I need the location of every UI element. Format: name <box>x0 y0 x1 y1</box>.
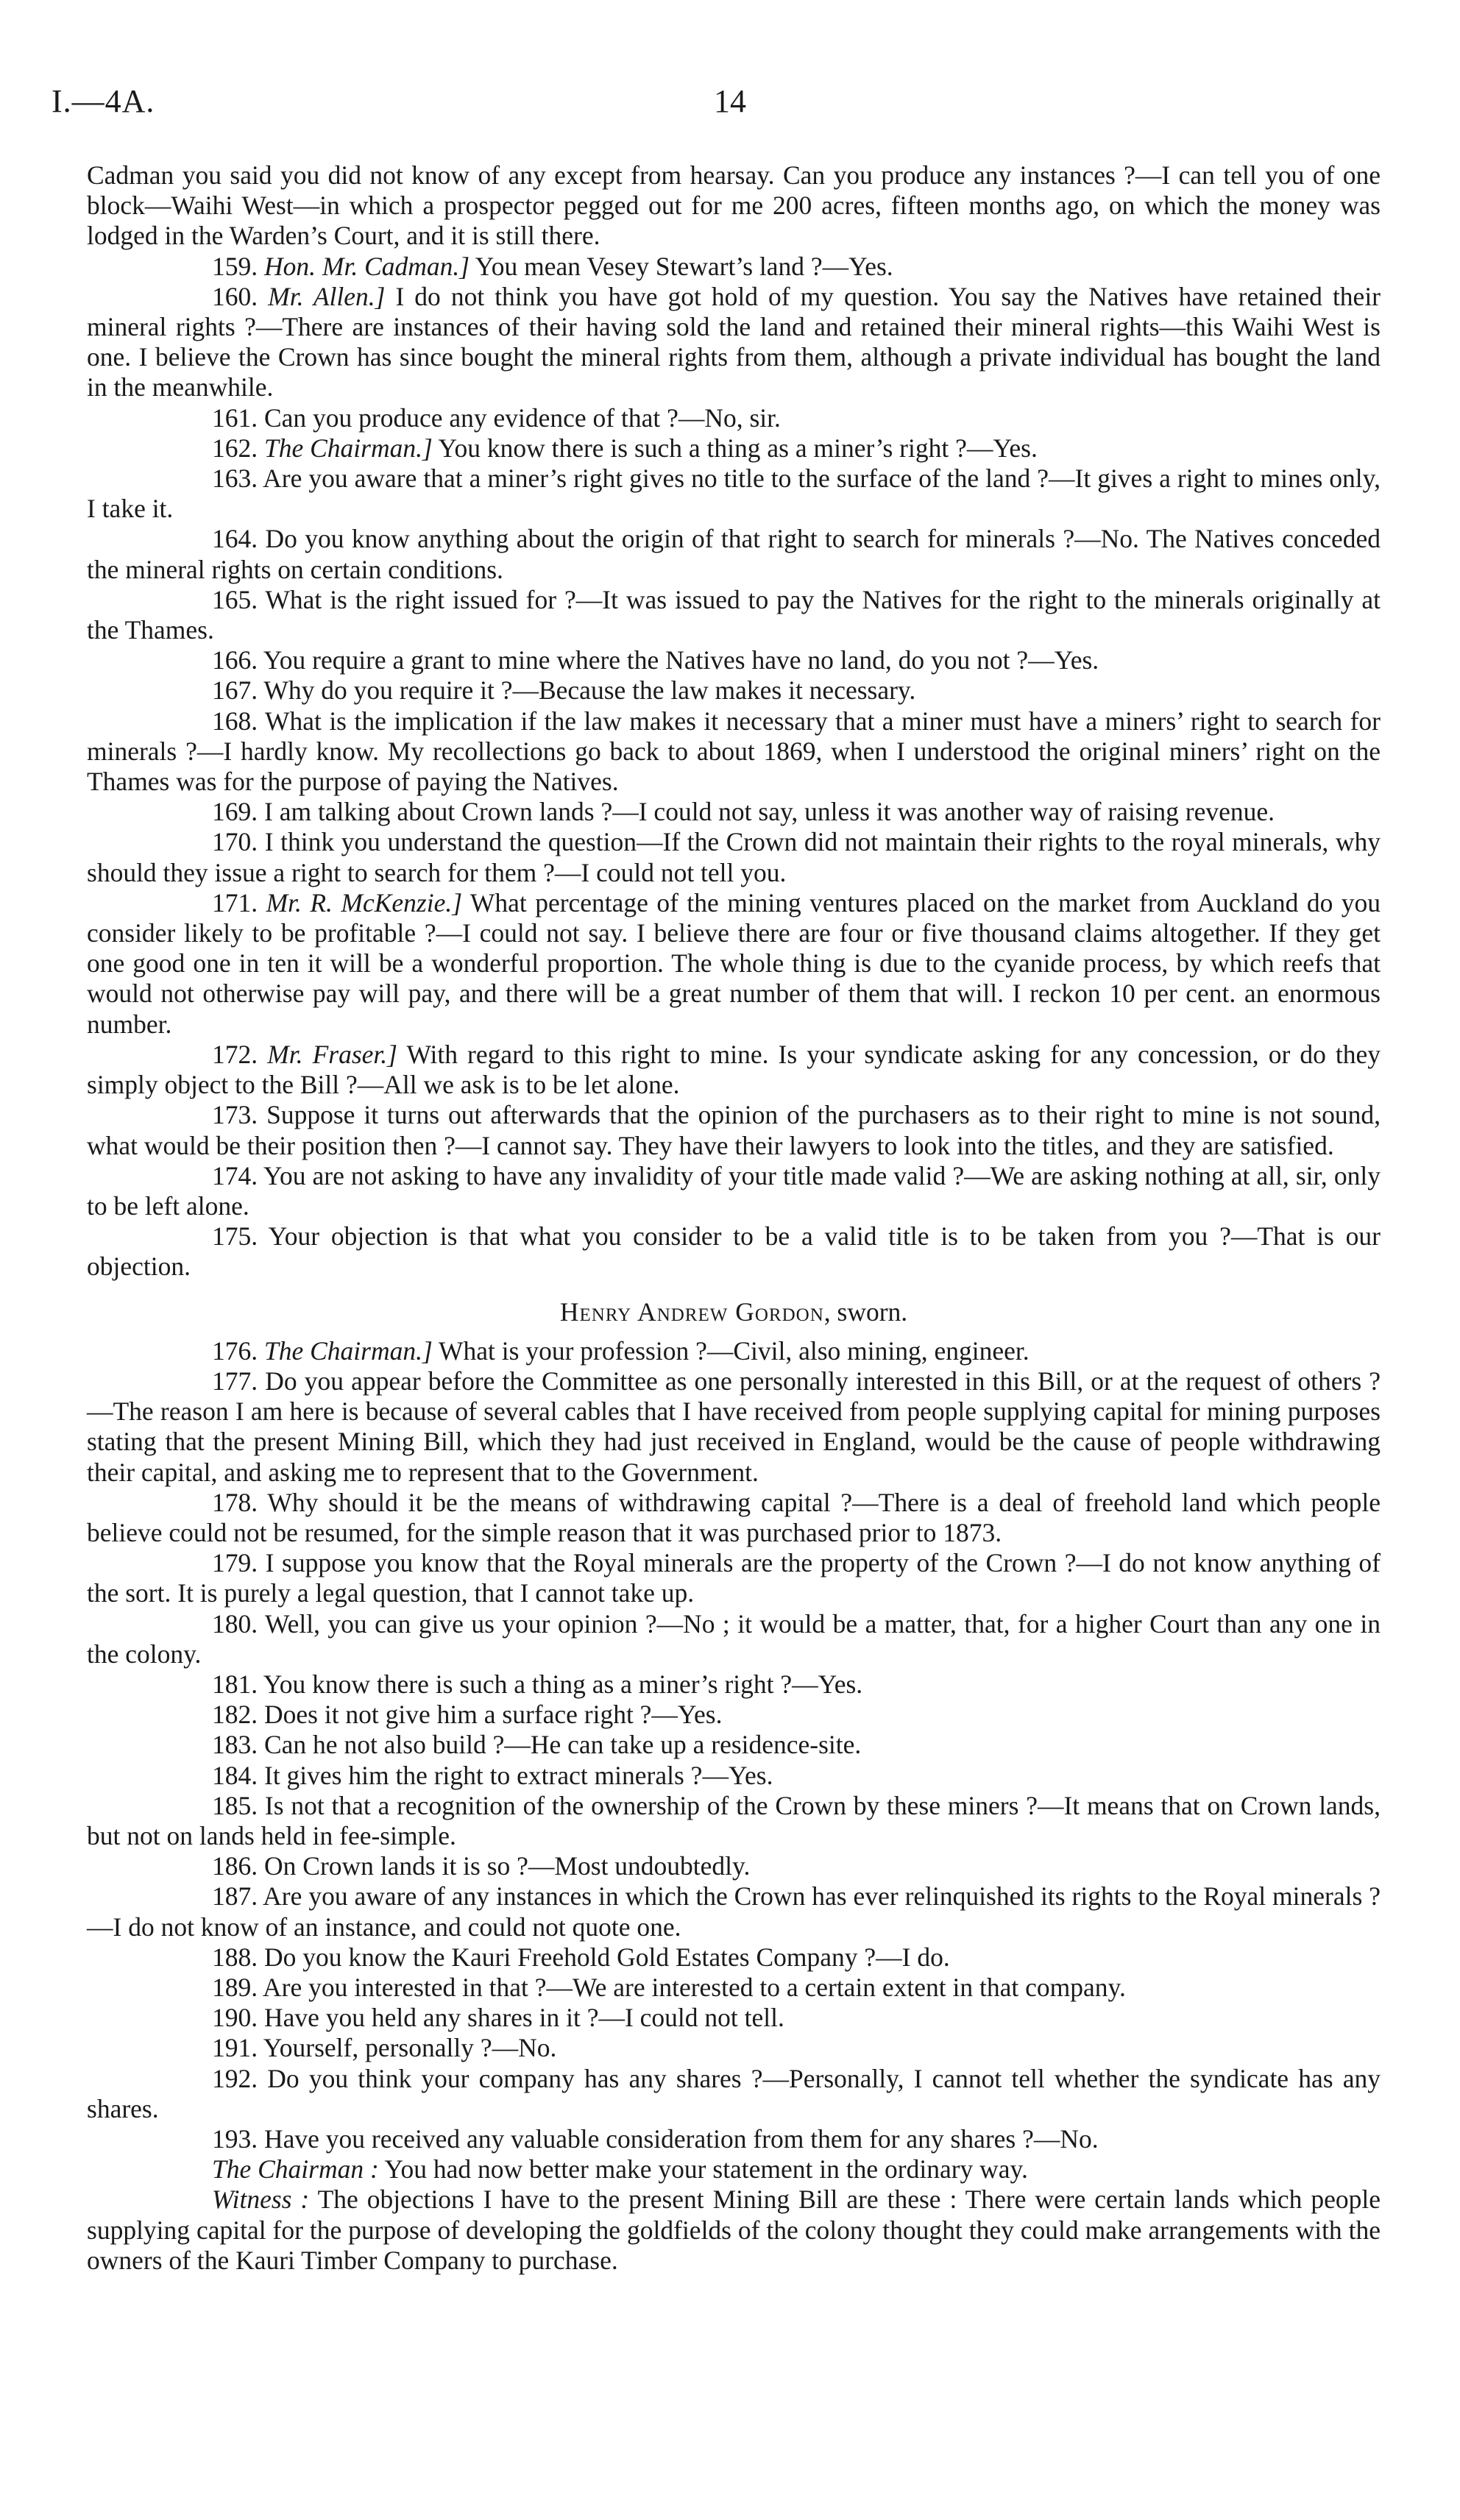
question-paragraph <box>87 464 1381 524</box>
paragraph-text: Cadman you said you did not know of any except from hearsay. Can you produce any instances ?—I can tell you of one block—Waihi West—in which a prospector pegged out for me 200 acres, fifteen months ago, on which the money was lodged in the Warden’s Court, and it is still there. <box>87 160 1381 251</box>
question-paragraph <box>87 282 1381 403</box>
question-number: 174. <box>212 1160 258 1190</box>
question-number: 185. <box>212 1790 258 1820</box>
question-number: 191. <box>212 2033 258 2063</box>
page-number: 14 <box>714 83 746 119</box>
question-paragraph <box>87 2033 1381 2063</box>
question-number: 177. <box>212 1366 258 1396</box>
paragraph-text: Are you aware that a miner’s right gives no title to the surface of the land ?—It gives a right to mines only, I take it. <box>87 464 1381 524</box>
question-paragraph <box>87 1366 1381 1488</box>
paragraph-text: You had now better make your statement in the ordinary way. <box>384 2154 1028 2184</box>
question-paragraph <box>87 2154 1381 2184</box>
paragraph-text: Are you interested in that ?—We are interested to a certain extent in that company. <box>263 1972 1126 2002</box>
question-paragraph <box>87 2064 1381 2124</box>
paragraph-text: Do you know the Kauri Freehold Gold Estates Company ?—I do. <box>264 1942 950 1972</box>
question-number: 180. <box>212 1608 258 1639</box>
question-number: 178. <box>212 1487 258 1517</box>
question-paragraph <box>87 433 1381 464</box>
paragraph-text: I do not think you have got hold of my question. You say the Natives have retained their mineral rights ?—There are instances of their having sold the land and retained their mineral rights—this Waihi West is one. I believe the Crown has since bought the mineral rights from them, although a private individual has bought the land in the meanwhile. <box>87 281 1381 402</box>
question-paragraph <box>87 1100 1381 1160</box>
paragraph-text: Do you think your company has any shares ?—Personally, I cannot tell whether the syndicate has any shares. <box>87 2063 1381 2123</box>
paragraph-text: Why do you require it ?—Because the law makes it necessary. <box>263 675 916 706</box>
question-paragraph <box>87 827 1381 887</box>
speaker-name: Mr. Fraser.] <box>267 1039 397 1069</box>
question-number: 179. <box>212 1548 258 1578</box>
paragraph-text: You require a grant to mine where the Natives have no land, do you not ?—Yes. <box>263 645 1099 675</box>
paragraph-text: I suppose you know that the Royal minerals are the property of the Crown ?—I do not know anything of the sort. It is purely a legal question, that I cannot take up. <box>87 1548 1381 1608</box>
witness-heading <box>87 1297 1381 1327</box>
paragraph-text: Can he not also build ?—He can take up a residence-site. <box>264 1730 862 1760</box>
paragraph-text: You mean Vesey Stewart’s land ?—Yes. <box>475 251 893 281</box>
question-number: 186. <box>212 1851 258 1881</box>
question-number: 161. <box>212 402 258 433</box>
question-paragraph <box>87 888 1381 1040</box>
question-paragraph <box>87 1851 1381 1881</box>
question-paragraph <box>87 1221 1381 1282</box>
paragraph-text: Suppose it turns out afterwards that the opinion of the purchasers as to their right to mine is not sound, what would be their position then ?—I cannot say. They have their lawyers to look into the titles, and they are satisfied. <box>87 1100 1381 1160</box>
witness-sworn: , sworn. <box>823 1296 908 1327</box>
question-paragraph <box>87 1548 1381 1608</box>
paragraph-text: Have you received any valuable consideration from them for any shares ?—No. <box>264 2124 1099 2154</box>
question-paragraph <box>87 2003 1381 2033</box>
paragraph-text: I am talking about Crown lands ?—I could not say, unless it was another way of raising revenue. <box>264 797 1275 827</box>
paragraph-text: The objections I have to the present Mining Bill are these : There were certain lands which people supplying capital for the purpose of developing the goldfields of the colony thought they could make arrangements with the owners of the Kauri Timber Company to purchase. <box>87 2184 1381 2275</box>
question-number: 170. <box>212 827 258 857</box>
question-number: 171. <box>212 887 258 918</box>
question-number: 181. <box>212 1669 258 1699</box>
question-paragraph <box>87 585 1381 645</box>
question-number: 173. <box>212 1100 258 1130</box>
speaker-name: Mr. R. McKenzie.] <box>266 887 463 918</box>
paragraph-text: What is the implication if the law makes it necessary that a miner must have a miners’ right to search for minerals ?—I hardly know. My recollections go back to about 1869, when I understood the original miners’ right on the Thames was for the purpose of paying the Natives. <box>87 706 1381 797</box>
paragraph-text: Is not that a recognition of the ownership of the Crown by these miners ?—It means that on Crown lands, but not on lands held in fee-simple. <box>87 1790 1381 1850</box>
question-paragraph <box>87 160 1381 252</box>
question-number: 166. <box>212 645 258 675</box>
question-paragraph <box>87 2184 1381 2276</box>
question-number: 159. <box>212 251 258 281</box>
paragraph-text: Does it not give him a surface right ?—Yes. <box>264 1700 723 1730</box>
paragraph-text: What percentage of the mining ventures placed on the market from Auckland do you consider likely to be profitable ?—I could not say. I believe there are four or five thousand claims altogether. If they get one good one in ten it will be a wonderful proportion. The whole thing is due to the cyanide process, by which reefs that would not otherwise pay will pay, and there will be a great number of them that will. I reckon 10 per cent. an enormous number. <box>87 887 1381 1039</box>
question-paragraph <box>87 675 1381 706</box>
paragraph-text: Can you produce any evidence of that ?—No, sir. <box>264 402 781 433</box>
paragraph-text: With regard to this right to mine. Is your syndicate asking for any concession, or do they simply object to the Bill ?—All we ask is to be let alone. <box>87 1039 1381 1100</box>
paragraph-text: Well, you can give us your opinion ?—No ; it would be a matter, that, for a higher Court than any one in the colony. <box>87 1608 1381 1669</box>
question-paragraph <box>87 1973 1381 2003</box>
page-header <box>52 82 1408 127</box>
question-number: 188. <box>212 1942 258 1972</box>
question-number: 160. <box>212 281 258 311</box>
question-number: 175. <box>212 1221 258 1252</box>
question-paragraph <box>87 2124 1381 2154</box>
speaker-name: The Chairman.] <box>264 433 433 463</box>
paragraph-text: Have you held any shares in it ?—I could not tell. <box>264 2003 784 2033</box>
question-number: 168. <box>212 706 258 736</box>
question-number: 172. <box>212 1039 258 1069</box>
paragraph-text: You know there is such a thing as a miner’s right ?—Yes. <box>263 1669 863 1699</box>
document-reference: I.—4A. <box>52 83 155 119</box>
paragraph-text: Do you know anything about the origin of that right to search for minerals ?—No. The Natives conceded the mineral rights on certain conditions. <box>87 524 1381 584</box>
question-paragraph <box>87 252 1381 282</box>
question-paragraph <box>87 706 1381 798</box>
question-paragraph <box>87 403 1381 433</box>
paragraph-text: Yourself, personally ?—No. <box>263 2033 557 2063</box>
question-number: 176. <box>212 1335 258 1366</box>
question-number: 163. <box>212 464 258 494</box>
question-paragraph <box>87 797 1381 827</box>
evidence-section-1 <box>87 160 1381 1282</box>
paragraph-text: On Crown lands it is so ?—Most undoubtedly. <box>264 1851 751 1881</box>
question-paragraph <box>87 1700 1381 1730</box>
question-paragraph <box>87 1942 1381 1973</box>
question-paragraph <box>87 1609 1381 1669</box>
question-number: 192. <box>212 2063 258 2093</box>
question-paragraph <box>87 1791 1381 1851</box>
question-paragraph <box>87 1161 1381 1221</box>
question-number: 187. <box>212 1881 258 1912</box>
question-paragraph <box>87 1488 1381 1548</box>
question-paragraph <box>87 1040 1381 1100</box>
question-paragraph <box>87 1730 1381 1760</box>
paragraph-text: What is your profession ?—Civil, also mining, engineer. <box>439 1335 1030 1366</box>
speaker-name: Hon. Mr. Cadman.] <box>264 251 470 281</box>
paragraph-text: I think you understand the question—If the Crown did not maintain their rights to the royal minerals, why should they issue a right to search for them ?—I could not tell you. <box>87 827 1381 887</box>
question-paragraph <box>87 645 1381 675</box>
witness-name: Henry Andrew Gordon <box>559 1296 824 1327</box>
evidence-section-2 <box>87 1336 1381 2276</box>
question-number: 182. <box>212 1700 258 1730</box>
question-number: 184. <box>212 1760 258 1790</box>
question-number: 193. <box>212 2124 258 2154</box>
question-number: 167. <box>212 675 258 706</box>
question-paragraph <box>87 1761 1381 1791</box>
document-body <box>87 160 1381 2276</box>
speaker-name: The Chairman : <box>212 2154 379 2184</box>
question-paragraph <box>87 524 1381 584</box>
question-number: 162. <box>212 433 258 463</box>
paragraph-text: Do you appear before the Committee as one personally interested in this Bill, or at the request of others ?—The reason I am here is because of several cables that I have received from people supplying capital for mining purposes stating that the present Mining Bill, which they had just received in England, would be the cause of people withdrawing their capital, and asking me to represent that to the Government. <box>87 1366 1381 1487</box>
paragraph-text: Why should it be the means of withdrawing capital ?—There is a deal of freehold land which people believe could not be resumed, for the simple reason that it was purchased prior to 1873. <box>87 1487 1381 1547</box>
question-number: 169. <box>212 797 258 827</box>
question-paragraph <box>87 1336 1381 1366</box>
paragraph-text: You know there is such a thing as a miner’s right ?—Yes. <box>438 433 1038 463</box>
speaker-name: Witness : <box>212 2184 310 2215</box>
question-number: 189. <box>212 1972 258 2002</box>
question-number: 190. <box>212 2003 258 2033</box>
speaker-name: Mr. Allen.] <box>268 281 386 311</box>
question-number: 183. <box>212 1730 258 1760</box>
paragraph-text: You are not asking to have any invalidity of your title made valid ?—We are asking nothing at all, sir, only to be left alone. <box>87 1160 1381 1221</box>
speaker-name: The Chairman.] <box>264 1335 433 1366</box>
question-paragraph <box>87 1669 1381 1700</box>
paragraph-text: What is the right issued for ?—It was issued to pay the Natives for the right to the minerals originally at the Thames. <box>87 584 1381 645</box>
paragraph-text: Are you aware of any instances in which the Crown has ever relinquished its rights to the Royal minerals ?—I do not know of an instance, and could not quote one. <box>87 1881 1381 1942</box>
question-paragraph <box>87 1881 1381 1942</box>
question-number: 164. <box>212 524 258 554</box>
paragraph-text: It gives him the right to extract minerals ?—Yes. <box>264 1760 773 1790</box>
paragraph-text: Your objection is that what you consider to be a valid title is to be taken from you ?—That is our objection. <box>87 1221 1381 1282</box>
question-number: 165. <box>212 584 258 614</box>
